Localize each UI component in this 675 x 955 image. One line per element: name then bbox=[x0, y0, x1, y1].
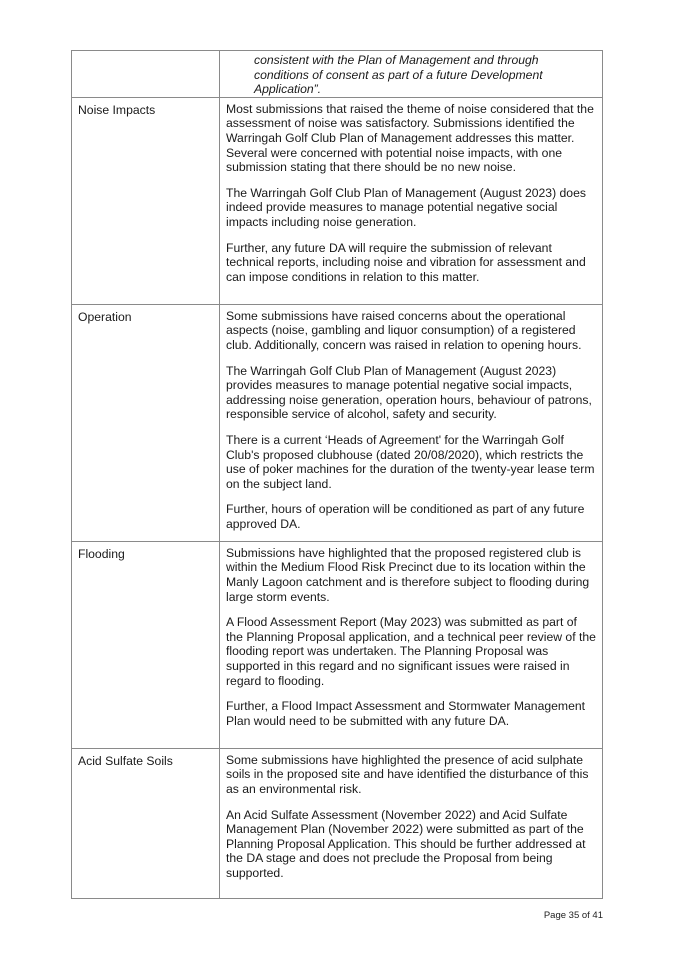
theme-cell bbox=[72, 51, 220, 98]
response-paragraph: A Flood Assessment Report (May 2023) was submitted as part of the Planning Proposal application, and a technical peer review of the flooding report was undertaken. The Planning Proposal was supported in this regard and no significant issues were raised in regard to flooding. bbox=[226, 615, 596, 688]
response-paragraph: Further, any future DA will require the submission of relevant technical reports, including noise and vibration for assessment and can impose conditions in relation to this matter. bbox=[226, 240, 586, 284]
response-cell bbox=[220, 51, 603, 98]
response-paragraph: Submissions have highlighted that the proposed registered club is within the Medium Flood Risk Precinct due to its location within the Manly Lagoon catchment and is therefore subject to flooding during large storm events. bbox=[226, 545, 590, 604]
submissions-table bbox=[71, 50, 603, 899]
response-paragraph: Most submissions that raised the theme of noise considered that the assessment of noise was satisfactory. Submissions identified the Warringah Golf Club Plan of Management addresses this matter. Several were concerned with potential noise impacts, with one submission stating that there should be no new noise. bbox=[226, 101, 594, 175]
theme-cell: Operation bbox=[72, 304, 220, 541]
response-paragraph: There is a current ‘Heads of Agreement' for the Warringah Golf Club's proposed clubhouse (dated 20/08/2020), which restricts the use of poker machines for the duration of the twenty-year lease term on the subject land. bbox=[226, 432, 595, 491]
response-paragraph: An Acid Sulfate Assessment (November 2022) and Acid Sulfate Management Plan (November 2022) were submitted as part of the Planning Proposal Application. This should be further addressed at the DA stage and does not preclude the Proposal from being supported. bbox=[226, 807, 586, 880]
theme-cell: Noise Impacts bbox=[72, 97, 220, 304]
table-row bbox=[72, 304, 603, 541]
response-cell bbox=[220, 97, 603, 304]
response-cell bbox=[220, 304, 603, 541]
table-row bbox=[72, 51, 603, 98]
response-paragraph: Further, a Flood Impact Assessment and Stormwater Management Plan would need to be submitted with any future DA. bbox=[226, 699, 586, 728]
response-paragraph: Some submissions have highlighted the presence of acid sulphate soils in the proposed site and have identified the disturbance of this as an environmental risk. bbox=[226, 752, 589, 796]
response-paragraph: Further, hours of operation will be conditioned as part of any future approved DA. bbox=[226, 502, 585, 531]
response-paragraph: The Warringah Golf Club Plan of Management (August 2023) does indeed provide measures to manage potential negative social impacts including noise generation. bbox=[226, 185, 586, 229]
quote-continuation: consistent with the Plan of Management and through conditions of consent as part of a future Development Application”. bbox=[254, 53, 543, 97]
response-cell bbox=[220, 541, 603, 748]
theme-cell: Flooding bbox=[72, 541, 220, 748]
response-paragraph: Some submissions have raised concerns about the operational aspects (noise, gambling and liquor consumption) of a registered club. Additionally, concern was raised in relation to opening hours. bbox=[226, 308, 582, 352]
table-row bbox=[72, 748, 603, 898]
response-paragraph: The Warringah Golf Club Plan of Management (August 2023) provides measures to manage potential negative social impacts, addressing noise generation, operation hours, behaviour of patrons, responsible service of alcohol, safety and security. bbox=[226, 363, 592, 422]
table-row bbox=[72, 541, 603, 748]
response-cell bbox=[220, 748, 603, 898]
page-number: Page 35 of 41 bbox=[543, 910, 603, 921]
theme-cell: Acid Sulfate Soils bbox=[72, 748, 220, 898]
table-row bbox=[72, 97, 603, 304]
